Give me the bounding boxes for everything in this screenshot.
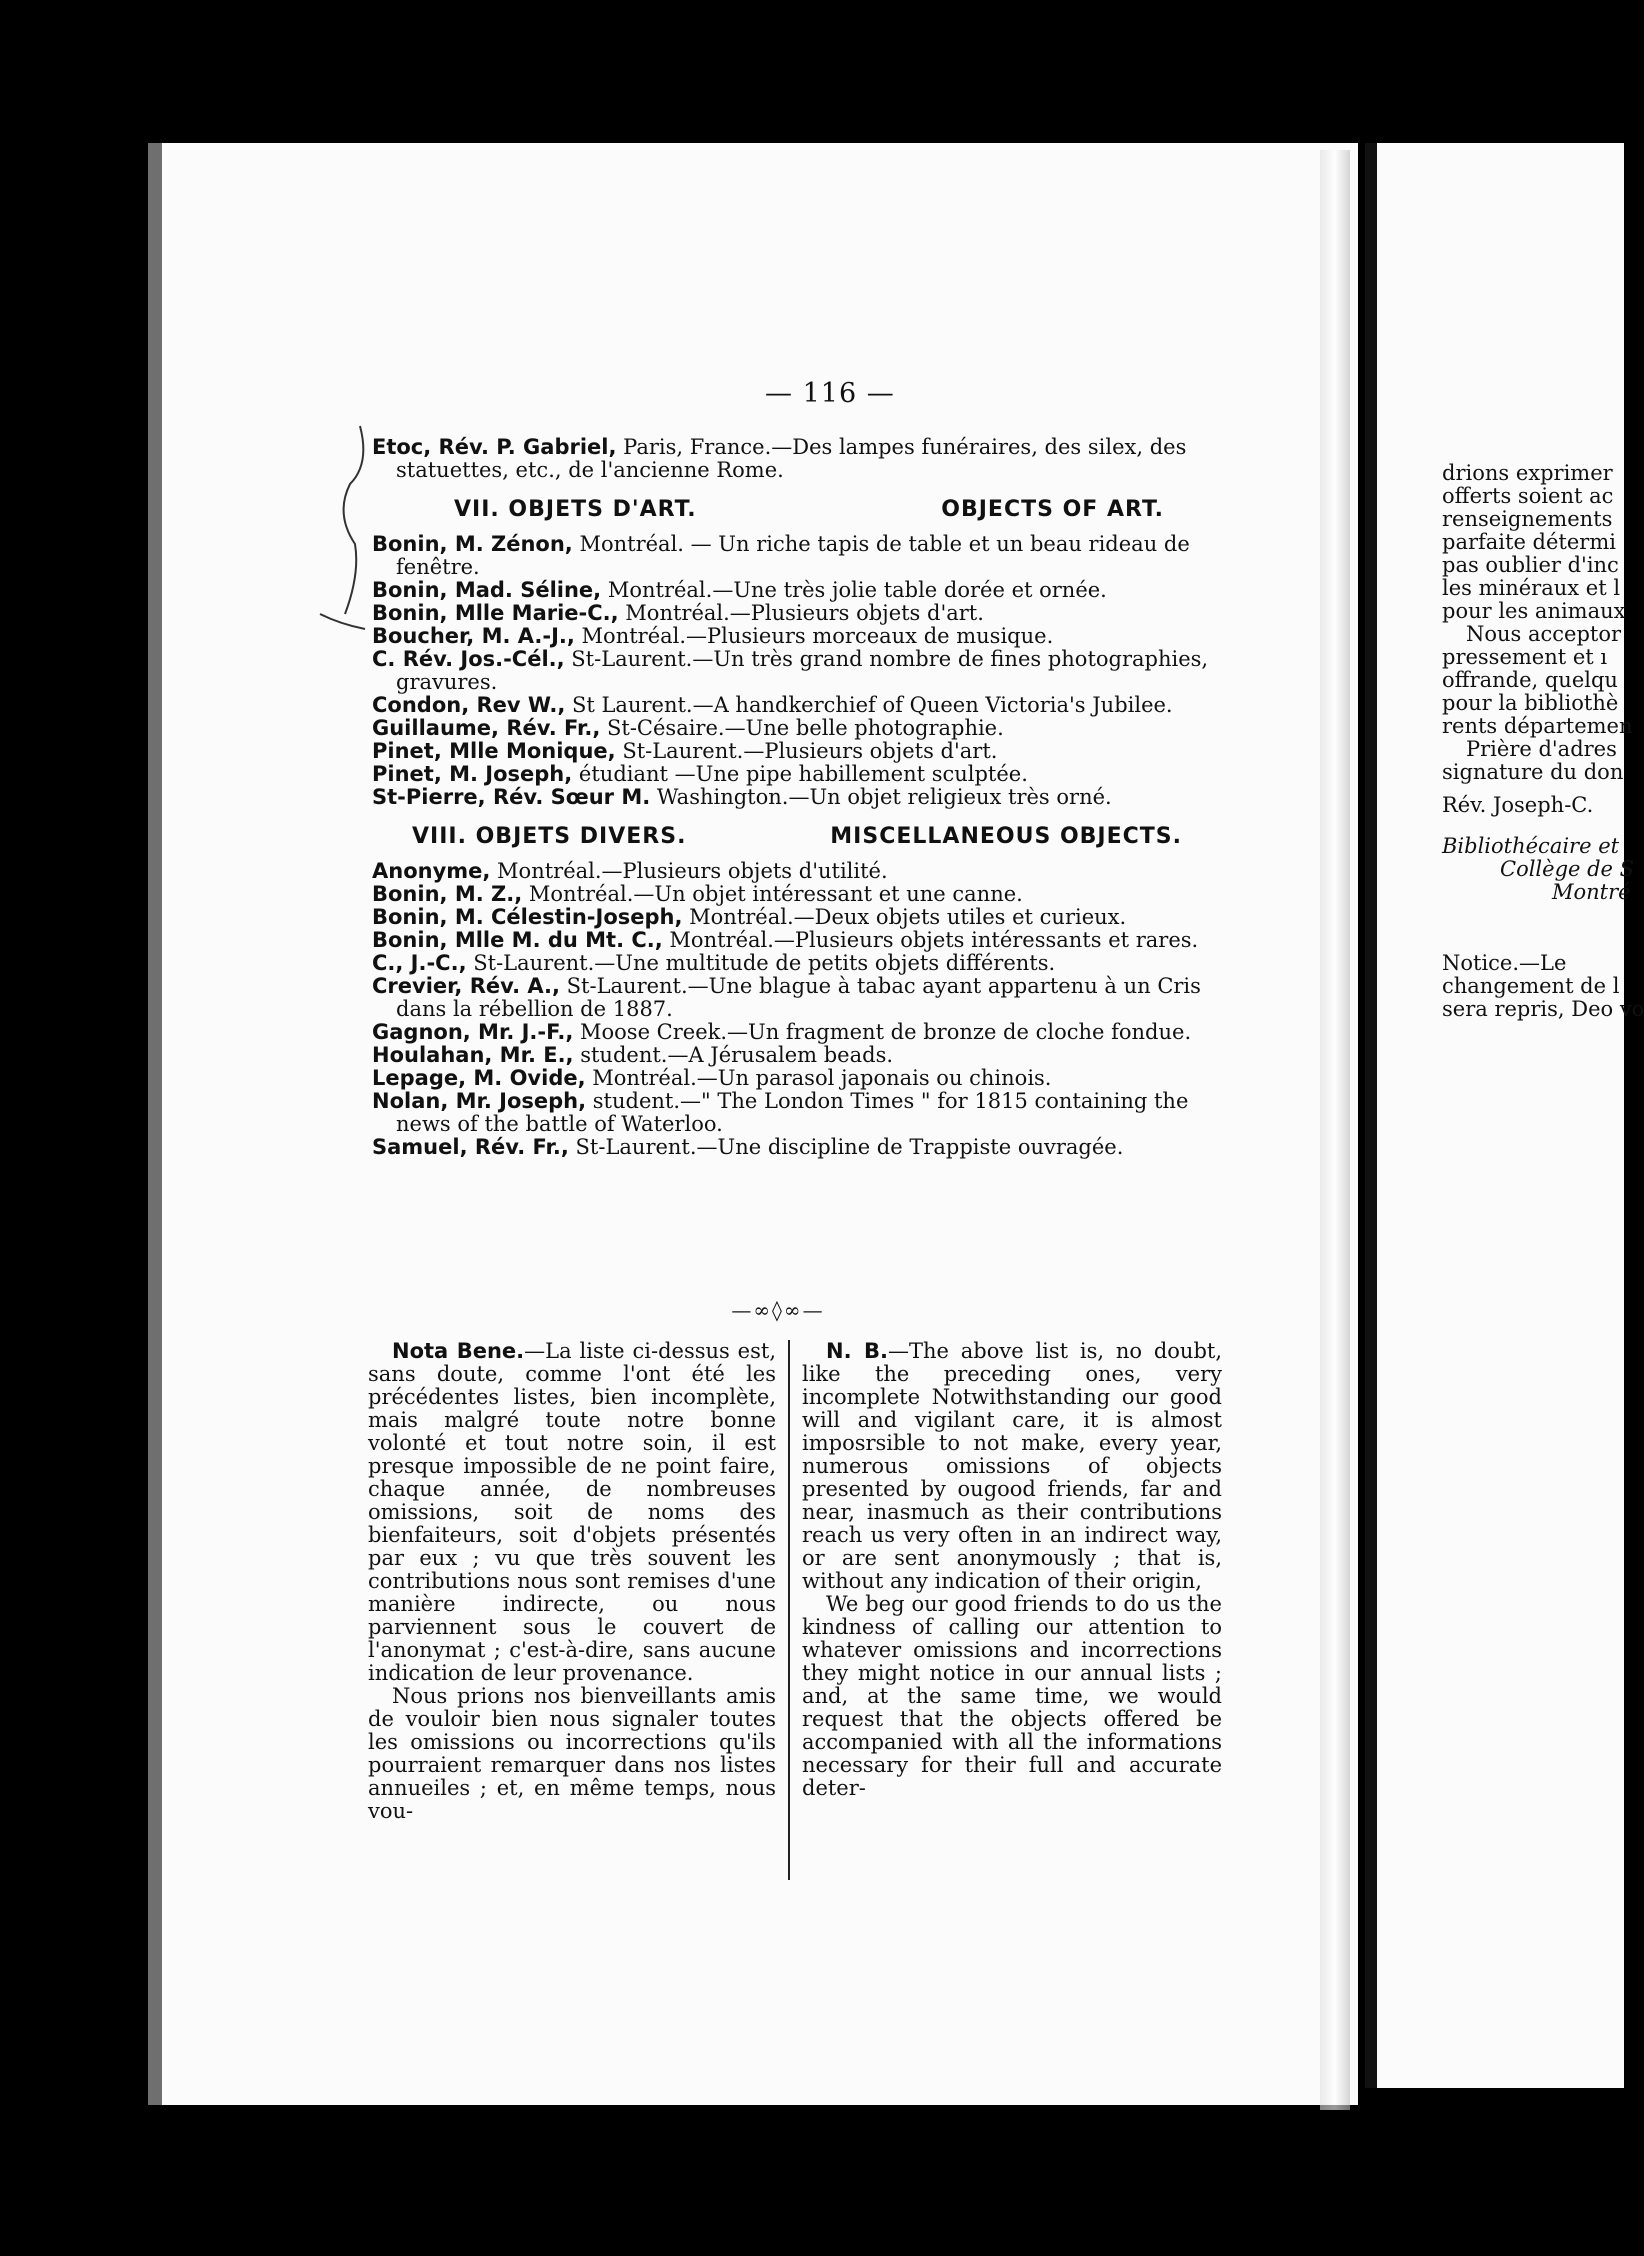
section-heading-objects-of-art: VII. OBJETS D'ART. OBJECTS OF ART.: [454, 497, 1164, 522]
right-page-line: rents départemen: [1442, 714, 1633, 738]
donation-lists: [372, 436, 1242, 1159]
list-item: Bonin, Mlle Marie-C., Montréal.—Plusieurs objets d'art.: [372, 601, 984, 625]
list-item: Pinet, M. Joseph, étudiant —Une pipe habillement sculptée.: [372, 762, 1028, 786]
right-page-line: renseignements: [1442, 507, 1613, 531]
list-item: Bonin, M. Zénon, Montréal. — Un riche tapis de table et un beau rideau de fenêtre.: [372, 532, 1190, 579]
list-item: Bonin, Mlle M. du Mt. C., Montréal.—Plusieurs objets intéressants et rares.: [372, 928, 1199, 952]
book-spine: [1320, 150, 1350, 2110]
right-page-line: drions exprimer: [1442, 461, 1613, 485]
divider-ornament: —∞◊∞—: [731, 1298, 825, 1322]
right-page-line: les minéraux et l: [1442, 576, 1621, 600]
right-page-line: offerts soient ac: [1442, 484, 1614, 508]
right-page-line: pressement et ı: [1442, 645, 1608, 669]
list-item: Anonyme, Montréal.—Plusieurs objets d'utilité.: [372, 859, 888, 883]
right-page-line: pour les animaux: [1442, 599, 1626, 623]
list-item: Lepage, M. Ovide, Montréal.—Un parasol japonais ou chinois.: [372, 1066, 1052, 1090]
nota-bene-english: N. B.—The above list is, no doubt, like the preceding ones, very incomplete Notwithstanding our good will and vigilant care, it is almost imposrsible to not make, every year, numerous omissions of objects presented by ougood friends, far and near, inasmuch as their contributions reach us very often in an indirect way, or are sent anonymously ; that is, without any indication of their origin, We beg our good friends to do us the kindness of calling our attention to whatever omissions and incorrections they might notice in our annual lists ; and, at the same time, we would request that the objects offered be accompanied with all the informations necessary for their full and accurate deter-: [788, 1340, 1222, 1880]
right-page-line: signature du don: [1442, 760, 1624, 784]
list-item: Pinet, Mlle Monique, St-Laurent.—Plusieurs objets d'art.: [372, 739, 998, 763]
right-page-line: offrande, quelqu: [1442, 668, 1618, 692]
list-item: Crevier, Rév. A., St-Laurent.—Une blague à tabac ayant appartenu à un Cris dans la rébellion de 1887.: [372, 974, 1201, 1021]
list-item: Boucher, M. A.-J., Montréal.—Plusieurs morceaux de musique.: [372, 624, 1054, 648]
right-page-line: Prière d'adres: [1466, 737, 1617, 761]
list-item: Guillaume, Rév. Fr., St-Césaire.—Une belle photographie.: [372, 716, 1004, 740]
list-item: C. Rév. Jos.-Cél., St-Laurent.—Un très grand nombre de fines photographies, gravures.: [372, 647, 1209, 694]
right-page-text: drions exprimer offerts soient ac renseignements parfaite détermi pas oublier d'inc les minéraux et l pour les animaux Nous acceptor pressement et ı offrande, quelqu pour la bibliothè rents départemen Prière d'adres signature du don Rév. Joseph-C. Bibliothécaire et Collège de S Montré Notice.—Le changement de l sera repris, Deo vo: [1442, 461, 1644, 1021]
right-page-line: pour la bibliothè: [1442, 691, 1619, 715]
list-item: Bonin, M. Z., Montréal.—Un objet intéressant et une canne.: [372, 882, 1023, 906]
right-page-line: parfaite détermi: [1442, 530, 1616, 554]
miscellaneous-list: [372, 860, 1242, 1159]
list-item: Gagnon, Mr. J.-F., Moose Creek.—Un fragment de bronze de cloche fondue.: [372, 1020, 1192, 1044]
list-item: St-Pierre, Rév. Sœur M. Washington.—Un objet religieux très orné.: [372, 785, 1112, 809]
signature: Rév. Joseph-C.: [1442, 793, 1594, 817]
right-page: [1365, 143, 1624, 2088]
list-item: Nolan, Mr. Joseph, student.—" The London Times " for 1815 containing the news of the battle of Waterloo.: [372, 1089, 1189, 1136]
list-item: Etoc, Rév. P. Gabriel, Paris, France.—Des lampes funéraires, des silex, des statuettes, etc., de l'ancienne Rome.: [372, 435, 1187, 482]
section-heading-miscellaneous: VIII. OBJETS DIVERS. MISCELLANEOUS OBJECTS.: [412, 824, 1182, 849]
nota-bene-french: Nota Bene.—La liste ci-dessus est, sans doute, comme l'ont été les précédentes listes, bien incomplète, mais malgré toute notre bonne volonté et tout notre soin, il est presque impossible de ne point faire, chaque année, de nombreuses omissions, soit de noms des bienfaiteurs, soit d'objets présentés par eux ; vu que très souvent les contributions nous sont remises d'une manière indirecte, ou nous parviennent sous le couvert de l'anonymat ; c'est-à-dire, sans aucune indication de leur provenance. Nous prions nos bienveillants amis de vouloir bien nous signaler toutes les omissions ou incorrections qu'ils pourraient remarquer dans nos listes annueiles ; et, en même temps, nous vou-: [368, 1339, 777, 1823]
list-item: Houlahan, Mr. E., student.—A Jérusalem beads.: [372, 1043, 894, 1067]
list-item: Samuel, Rév. Fr., St-Laurent.—Une discipline de Trappiste ouvragée.: [372, 1135, 1124, 1159]
list-item: Bonin, Mad. Séline, Montréal.—Une très jolie table dorée et ornée.: [372, 578, 1107, 602]
right-page-line: pas oublier d'inc: [1442, 553, 1619, 577]
list-item: Condon, Rev W., St Laurent.—A handkerchief of Queen Victoria's Jubilee.: [372, 693, 1173, 717]
page-number: — 116 —: [765, 378, 895, 409]
list-item: Bonin, M. Célestin-Joseph, Montréal.—Deux objets utiles et curieux.: [372, 905, 1127, 929]
right-page-line: Nous acceptor: [1466, 622, 1622, 646]
list-item: C., J.-C., St-Laurent.—Une multitude de petits objets différents.: [372, 951, 1056, 975]
objects-of-art-list: [372, 533, 1242, 809]
